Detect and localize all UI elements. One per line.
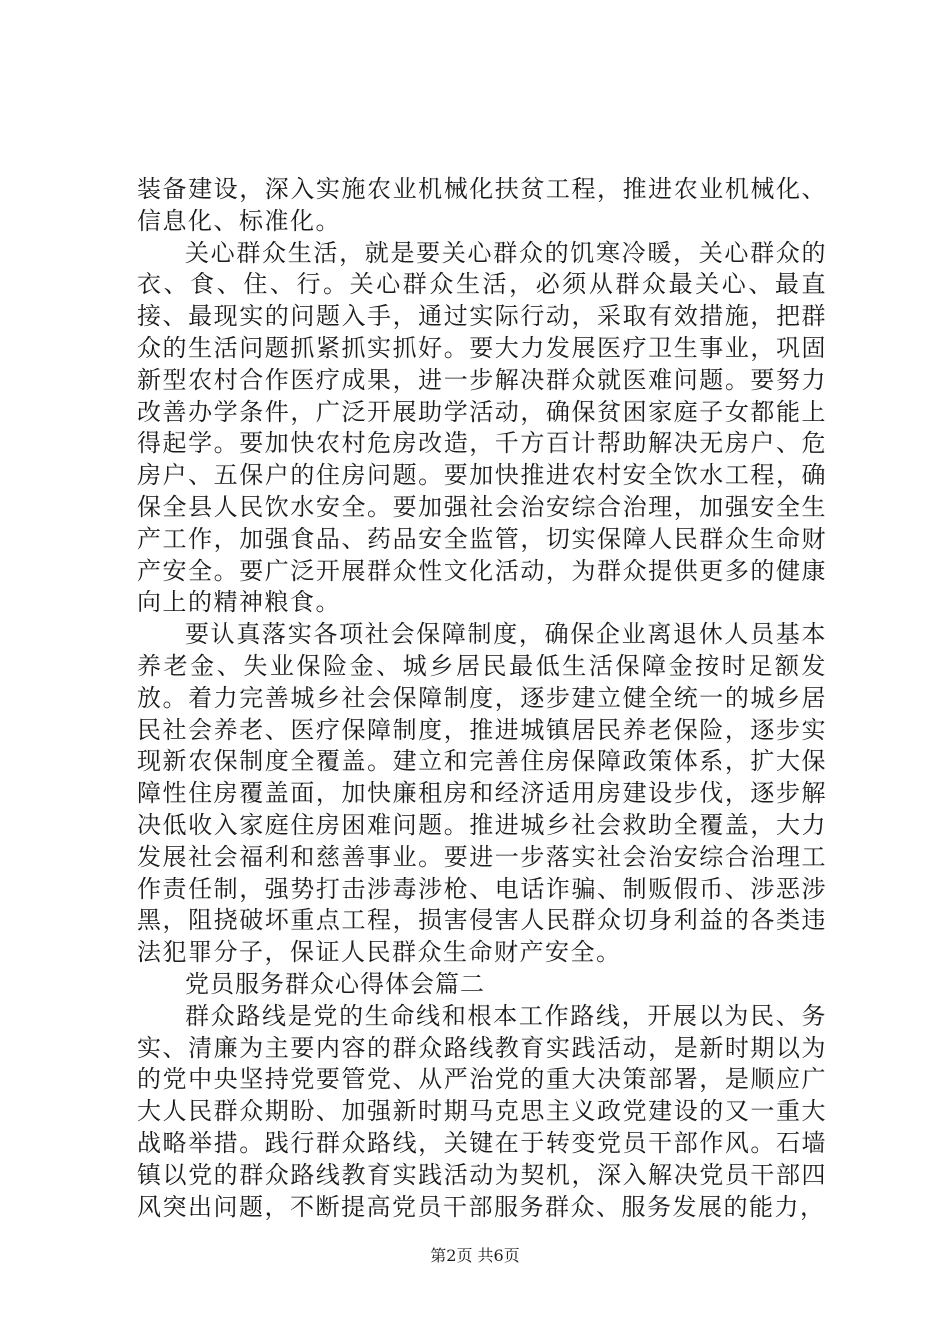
- paragraph-3: 要认真落实各项社会保障制度，确保企业离退休人员基本养老金、失业保险金、城乡居民最低生活保障金按时足额发放。着力完善城乡社会保障制度，逐步建立健全统一的城乡居民社会养老、医疗保障制度，推进城镇居民养老保险，逐步实现新农保制度全覆盖。建立和完善住房保障政策体系，扩大保障性住房覆盖面，加快廉租房和经济适用房建设步伐，逐步解决低收入家庭住房困难问题。推进城乡社会救助全覆盖，大力发展社会福利和慈善事业。要进一步落实社会治安综合治理工作责任制，强势打击涉毒涉枪、电话诈骗、制贩假币、涉恶涉黑，阻挠破坏重点工程，损害侵害人民群众切身利益的各类违法犯罪分子，保证人民群众生命财产安全。: [137, 620, 827, 967]
- page-footer: 第2页 共6页: [430, 1246, 520, 1265]
- paragraph-4: 群众路线是党的生命线和根本工作路线，开展以为民、务实、清廉为主要内容的群众路线教育实践活动，是新时期以为的党中央坚持党要管党、从严治党的重大决策部署，是顺应广大人民群众期盼、加强新时期马克思主义政党建设的又一重大战略举措。践行群众路线，关键在于转变党员干部作风。石墙镇以党的群众路线教育实践活动为契机，深入解决党员干部四风突出问题，不断提高党员干部服务群众、服务发展的能力，: [137, 1001, 827, 1221]
- paragraph-2: 关心群众生活，就是要关心群众的饥寒冷暖，关心群众的衣、食、住、行。关心群众生活，必须从群众最关心、最直接、最现实的问题入手，通过实际行动，采取有效措施，把群众的生活问题抓紧抓实抓好。要大力发展医疗卫生事业，巩固新型农村合作医疗成果，进一步解决群众就医难问题。要努力改善办学条件，广泛开展助学活动，确保贫困家庭子女都能上得起学。要加快农村危房改造，千方百计帮助解决无房户、危房户、五保户的住房问题。要加快推进农村安全饮水工程，确保全县人民饮水安全。要加强社会治安综合治理，加强安全生产工作，加强食品、药品安全监管，切实保障人民群众生命财产安全。要广泛开展群众性文化活动，为群众提供更多的健康向上的精神粮食。: [137, 238, 827, 617]
- document-body: [137, 174, 827, 1223]
- section-heading: 党员服务群众心得体会篇二: [185, 969, 485, 998]
- paragraph-1: 装备建设，深入实施农业机械化扶贫工程，推进农业机械化、信息化、标准化。: [137, 175, 827, 235]
